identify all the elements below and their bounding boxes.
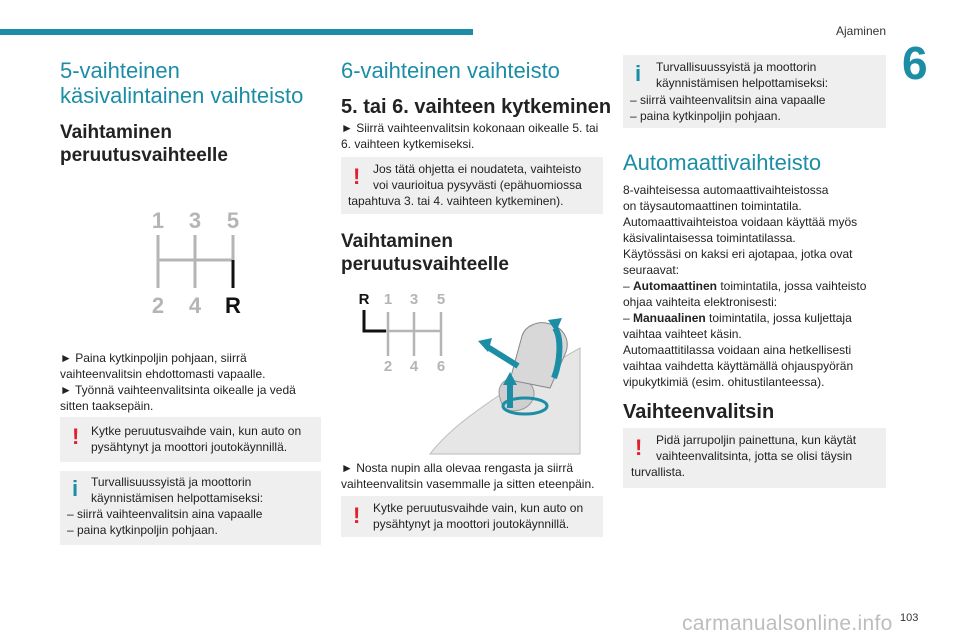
instructions-col1 (60, 350, 296, 414)
text-line: tapahtuva 3. tai 4. vaihteen kytkeminen). (348, 194, 564, 208)
subheading-line: peruutusvaihteelle (341, 254, 509, 275)
heading-automatic: Automaattivaihteisto (623, 150, 822, 175)
text-line: Automaattitilassa voidaan aina hetkellisesti (623, 343, 852, 357)
text-line: Turvallisuussyistä ja moottorin (91, 475, 252, 489)
warning-box (341, 157, 603, 214)
subheading-reverse (60, 121, 228, 167)
text-line: vaihtaa vaihdetta käyttämällä ohjauspyörän (623, 359, 854, 373)
subheading-gear-5-6: 5. tai 6. vaihteen kytkeminen (341, 96, 612, 118)
gear-lever-illustration (430, 318, 580, 454)
text-line: Jos tätä ohjetta ei noudateta, vaihteisto (373, 162, 582, 176)
chapter-number: 6 (902, 37, 928, 89)
gear-label: 1 (383, 291, 393, 308)
text-line: vaihteenvalitsin ehdottomasti vapaalle. (60, 367, 266, 381)
gear-label: 5 (436, 291, 446, 308)
term-desc: toimintatila, jossa vaihteisto (717, 279, 867, 293)
gear-label-reverse: R (358, 291, 370, 308)
text-line: Kytke peruutusvaihde vain, kun auto on (373, 501, 584, 515)
text-line: ► Paina kytkinpoljin pohjaan, siirrä (60, 351, 247, 365)
text-line: – siirrä vaihteenvalitsin aina vapaalle (67, 507, 263, 521)
text-line (623, 278, 866, 294)
gear-label: 2 (383, 358, 393, 375)
gear-label: 6 (436, 358, 446, 375)
text-line: vaihtaa vaihteet käsin. (623, 327, 742, 341)
gear-pattern-5-diagram (140, 200, 250, 320)
subheading-reverse-6 (341, 230, 509, 276)
text-line: Turvallisuussyistä ja moottorin (656, 60, 817, 74)
heading-6-speed: 6-vaihteinen vaihteisto (341, 58, 560, 83)
watermark: carmanualsonline.info (682, 612, 893, 635)
text-line: 6. vaihteen kytkemiseksi. (341, 137, 475, 151)
text-line: vipukytkimiä (esim. ohitustilanteessa). (623, 375, 825, 389)
info-icon: i (72, 476, 79, 501)
dash: – (623, 279, 634, 293)
warning-box (341, 496, 603, 537)
section-title: Ajaminen (835, 24, 886, 38)
term-manual: Manuaalinen (633, 311, 706, 325)
term-desc: toimintatila, jossa kuljettaja (705, 311, 852, 325)
info-box (623, 55, 886, 128)
text-line: on täysautomaattinen toimintatila. (623, 199, 802, 213)
text-line: vaihteenvalitsinta, jotta se olisi täysin (656, 449, 853, 463)
text-line: käsivalintaisessa toimintatilassa. (623, 231, 796, 245)
info-icon: i (635, 61, 642, 86)
text-line: – siirrä vaihteenvalitsin aina vapaalle (630, 93, 826, 107)
text-line: sitten taaksepäin. (60, 399, 154, 413)
subheading-line: Vaihtaminen (60, 122, 172, 143)
text-line: ► Nosta nupin alla olevaa rengasta ja siirrä (341, 461, 574, 475)
text-line: voi vaurioitua pysyvästi (epähuomiossa (373, 178, 582, 192)
page-number: 103 (900, 612, 919, 624)
subheading-selector: Vaihteenvalitsin (623, 401, 775, 423)
text-line: pysähtynyt ja moottori joutokäynnillä. (373, 517, 570, 531)
warning-box (60, 417, 321, 462)
text-line: käynnistämisen helpottamiseksi: (656, 76, 829, 90)
term-automatic: Automaattinen (633, 279, 718, 293)
text-line: seuraavat: (623, 263, 680, 277)
text-line: Automaattivaihteistoa voidaan käyttää myös (623, 215, 858, 229)
automatic-description (623, 182, 866, 390)
text-line: Pidä jarrupoljin painettuna, kun käytät (656, 433, 857, 447)
warning-icon: ! (353, 164, 361, 189)
text-line: 8-vaihteisessa automaattivaihteistossa (623, 183, 829, 197)
subheading-line: peruutusvaihteelle (60, 145, 228, 166)
text-line: ► Työnnä vaihteenvalitsinta oikealle ja vedä (60, 383, 296, 397)
text-line: turvallista. (631, 465, 686, 479)
warning-icon: ! (635, 435, 643, 460)
warning-icon: ! (353, 503, 361, 528)
header-accent-bar (0, 29, 473, 35)
instructions-col2 (341, 120, 598, 152)
info-box (60, 471, 321, 545)
gear-label: 5 (226, 208, 240, 233)
text-line: pysähtynyt ja moottori joutokäynnillä. (91, 440, 288, 454)
text-line: vaihteenvalitsin vasemmalle ja sitten eteenpäin. (341, 477, 595, 491)
gear-pattern-6-diagram (350, 288, 590, 458)
text-line: ohjaa vaihteita elektronisesti: (623, 295, 778, 309)
text-line: – paina kytkinpoljin pohjaan. (67, 523, 218, 537)
subheading-line: Vaihtaminen (341, 231, 453, 252)
dash: – (623, 311, 634, 325)
text-line: Kytke peruutusvaihde vain, kun auto on (91, 424, 302, 438)
gear-label: 3 (188, 208, 202, 233)
gear-label: 4 (188, 293, 202, 318)
gear-label: 1 (151, 208, 165, 233)
heading-line: 5-vaihteinen (60, 58, 180, 83)
text-line: käynnistämisen helpottamiseksi: (91, 491, 264, 505)
gear-label: 4 (409, 358, 419, 375)
gear-label: 2 (151, 293, 165, 318)
text-line: Käytössäsi on kaksi eri ajotapaa, jotka ovat (623, 247, 853, 261)
gear-label-reverse: R (225, 293, 241, 318)
text-line (623, 310, 866, 326)
text-line: – paina kytkinpoljin pohjaan. (630, 109, 781, 123)
instructions-col2-reverse (341, 460, 594, 492)
heading-5-speed (60, 58, 303, 108)
heading-line: käsivalintainen vaihteisto (60, 83, 304, 108)
gear-label: 3 (409, 291, 419, 308)
warning-box (623, 428, 886, 488)
text-line: ► Siirrä vaihteenvalitsin kokonaan oikealle 5. tai (341, 121, 599, 135)
warning-icon: ! (72, 424, 80, 449)
